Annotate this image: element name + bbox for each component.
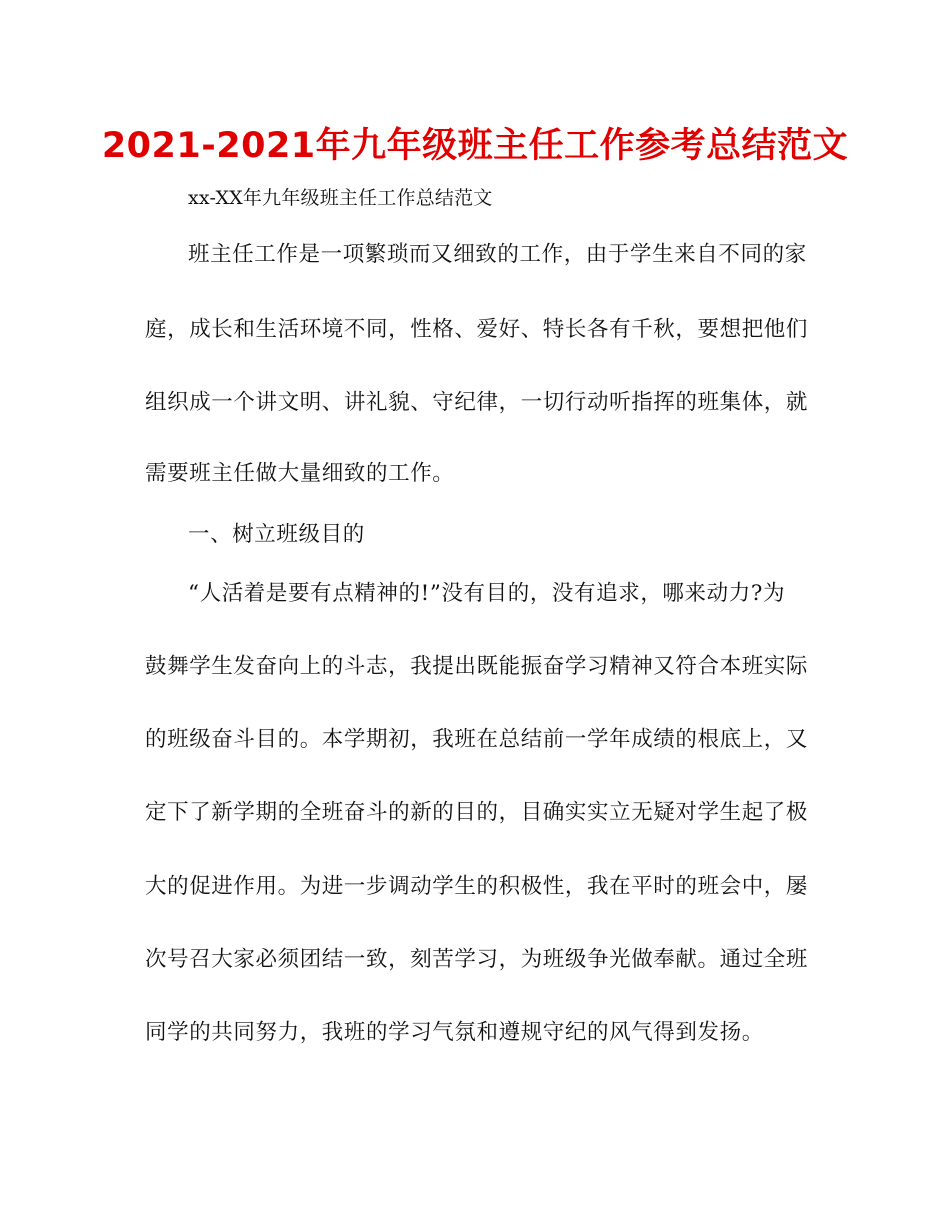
document-title: 2021-2021年九年级班主任工作参考总结范文: [101, 126, 849, 166]
paragraph-line: 组织成一个讲文明、讲礼貌、守纪律，一切行动听指挥的班集体，就: [145, 390, 809, 415]
section-heading: 一、树立班级目的: [188, 522, 365, 547]
paragraph-line: “人活着是要有点精神的!”没有目的，没有追求，哪来动力?为: [188, 581, 786, 606]
paragraph-line: 定下了新学期的全班奋斗的新的目的，目确实实立无疑对学生起了极: [145, 800, 809, 825]
paragraph-line: 需要班主任做大量细致的工作。: [145, 461, 455, 486]
paragraph-line: 同学的共同努力，我班的学习气氛和遵规守纪的风气得到发扬。: [145, 1020, 764, 1045]
paragraph-line: 大的促进作用。为进一步调动学生的积极性，我在平时的班会中，屡: [145, 874, 809, 899]
document-subtitle: xx-XX年九年级班主任工作总结范文: [188, 187, 493, 209]
paragraph-line: 鼓舞学生发奋向上的斗志，我提出既能振奋学习精神又符合本班实际: [145, 654, 809, 679]
paragraph-line: 次号召大家必须团结一致，刻苦学习，为班级争光做奉献。通过全班: [145, 947, 809, 972]
paragraph-line: 的班级奋斗目的。本学期初，我班在总结前一学年成绩的根底上，又: [145, 727, 809, 752]
paragraph-line: 庭，成长和生活环境不同，性格、爱好、特长各有千秋，要想把他们: [145, 317, 809, 342]
paragraph-line: 班主任工作是一项繁琐而又细致的工作，由于学生来自不同的家: [188, 242, 807, 267]
